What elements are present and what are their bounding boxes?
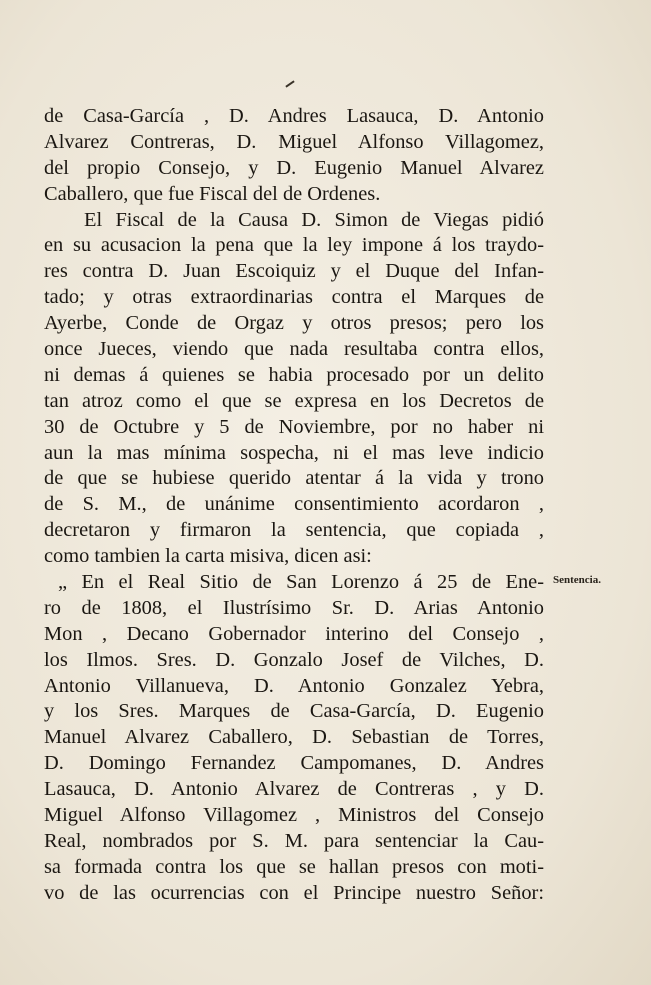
text-line: Manuel Alvarez Caballero, D. Sebastian de Torres,: [44, 726, 544, 749]
text-line: El Fiscal de la Causa D. Simon de Viegas pidió: [84, 208, 544, 231]
text-line: en su acusacion la pena que la ley impone á los traydo-: [44, 234, 544, 257]
text-line: „ En el Real Sitio de San Lorenzo á 25 de Ene-: [58, 571, 544, 594]
text-line: ro de 1808, el Ilustrísimo Sr. D. Arias Antonio: [44, 596, 544, 619]
text-line: res contra D. Juan Escoiquiz y el Duque del Infan-: [44, 260, 544, 283]
text-line: Ayerbe, Conde de Orgaz y otros presos; pero los: [44, 312, 544, 335]
text-line: vo de las ocurrencias con el Principe nuestro Señor:: [44, 881, 544, 904]
text-line: Caballero, que fue Fiscal del de Ordenes.: [44, 182, 381, 205]
text-line: de Casa-García , D. Andres Lasauca, D. Antonio: [44, 105, 544, 127]
text-line: tan atroz como el que se expresa en los Decretos de: [44, 389, 544, 412]
text-line: Antonio Villanueva, D. Antonio Gonzalez Yebra,: [44, 674, 544, 697]
text-line: los Ilmos. Sres. D. Gonzalo Josef de Vilches, D.: [44, 648, 544, 671]
text-line: tado; y otras extraordinarias contra el Marques de: [44, 286, 544, 309]
text-line: Mon , Decano Gobernador interino del Consejo ,: [44, 622, 544, 645]
text-line: aun la mas mínima sospecha, ni el mas leve indicio: [44, 441, 544, 464]
text-line: como tambien la carta misiva, dicen asi:: [44, 545, 372, 568]
text-line: once Jueces, viendo que nada resultaba contra ellos,: [44, 338, 544, 361]
ink-mark: [285, 80, 294, 87]
text-line: decretaron y firmaron la sentencia, que copiada ,: [44, 519, 544, 542]
text-line: D. Domingo Fernandez Campomanes, D. Andres: [44, 752, 544, 775]
text-line: de S. M., de unánime consentimiento acordaron ,: [44, 493, 544, 516]
text-line: sa formada contra los que se hallan presos con moti-: [44, 855, 544, 878]
body-text: [44, 104, 544, 907]
text-line: Lasauca, D. Antonio Alvarez de Contreras , y D.: [44, 778, 544, 801]
text-line: Alvarez Contreras, D. Miguel Alfonso Villagomez,: [44, 130, 544, 153]
text-line: Real, nombrados por S. M. para sentenciar la Cau-: [44, 829, 544, 852]
text-line: de que se hubiese querido atentar á la vida y trono: [44, 467, 544, 490]
text-line: Miguel Alfonso Villagomez , Ministros del Consejo: [44, 804, 544, 827]
text-line: 30 de Octubre y 5 de Noviembre, por no haber ni: [44, 415, 544, 438]
margin-note: Sentencia.: [553, 574, 601, 586]
text-line: del propio Consejo, y D. Eugenio Manuel Alvarez: [44, 156, 544, 179]
text-line: y los Sres. Marques de Casa-García, D. Eugenio: [44, 700, 544, 723]
text-line: ni demas á quienes se habia procesado por un delito: [44, 363, 544, 386]
